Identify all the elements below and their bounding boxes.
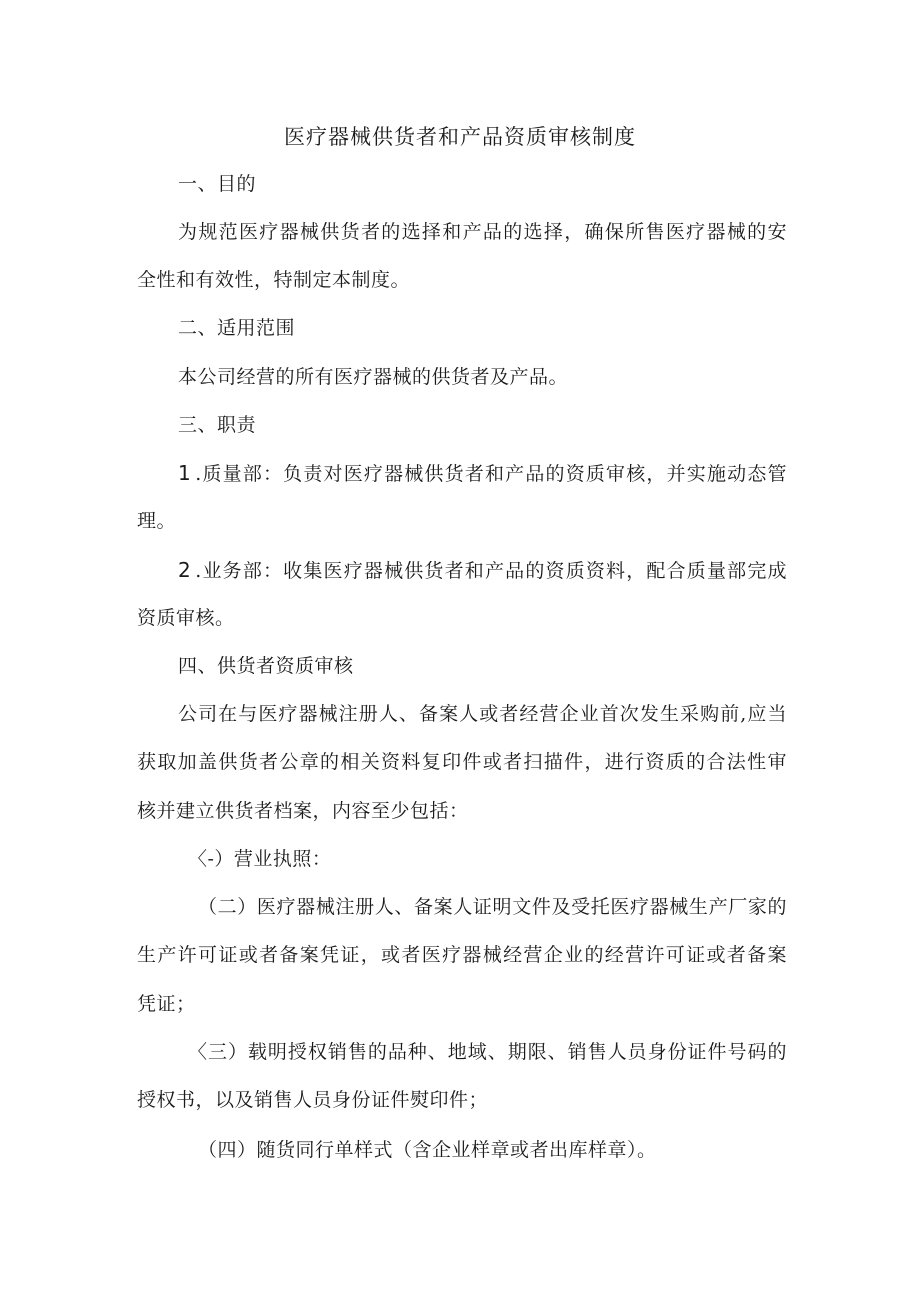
- list-item: （二）医疗器械注册人、备案人证明文件及受托医疗器械生产厂家的: [198, 896, 787, 918]
- paragraph-line: 为规范医疗器械供货者的选择和产品的选择，确保所售医疗器械的安: [178, 221, 787, 243]
- list-item: 〈三）载明授权销售的品种、地域、期限、销售人员身份证件号码的: [188, 1041, 787, 1063]
- item-text: .业务部：收集医疗器械供货者和产品的资质资料，配合质量部完成: [195, 560, 787, 582]
- paragraph-line: 资质审核。: [137, 607, 235, 629]
- paragraph-line: [178, 556, 787, 585]
- item-text: .质量部：负责对医疗器械供货者和产品的资质审核，并实施动态管: [195, 463, 787, 485]
- paragraph-line: 凭证；: [137, 993, 196, 1015]
- paragraph-line: 获取加盖供货者公章的相关资料复印件或者扫描件，进行资质的合法性审: [137, 751, 787, 773]
- paragraph-line: 核并建立供货者档案，内容至少包括：: [137, 800, 469, 822]
- item-number: 2: [178, 558, 192, 582]
- document-title: 医疗器械供货者和产品资质审核制度: [284, 125, 636, 149]
- paragraph-line: [178, 459, 787, 488]
- paragraph-line: 授权书，以及销售人员身份证件熨印件；: [137, 1089, 489, 1111]
- paragraph-line: 生产许可证或者备案凭证，或者医疗器械经营企业的经营许可证或者备案: [137, 944, 787, 966]
- section-heading-duties: 三、职责: [178, 414, 257, 436]
- paragraph-line: 全性和有效性，特制定本制度。: [137, 269, 411, 291]
- list-item: 〈-）营业执照：: [188, 848, 332, 870]
- paragraph-line: 本公司经营的所有医疗器械的供货者及产品。: [178, 366, 569, 388]
- item-number: 1: [178, 461, 192, 485]
- section-heading-scope: 二、适用范围: [178, 317, 296, 339]
- paragraph-line: 理。: [137, 510, 177, 532]
- section-heading-supplier-review: 四、供货者资质审核: [178, 655, 354, 677]
- paragraph-line: 公司在与医疗器械注册人、备案人或者经营企业首次发生采购前,应当: [178, 703, 787, 725]
- section-heading-purpose: 一、目的: [178, 173, 257, 195]
- list-item: （四）随货同行单样式（含企业样章或者出库样章）。: [198, 1139, 657, 1161]
